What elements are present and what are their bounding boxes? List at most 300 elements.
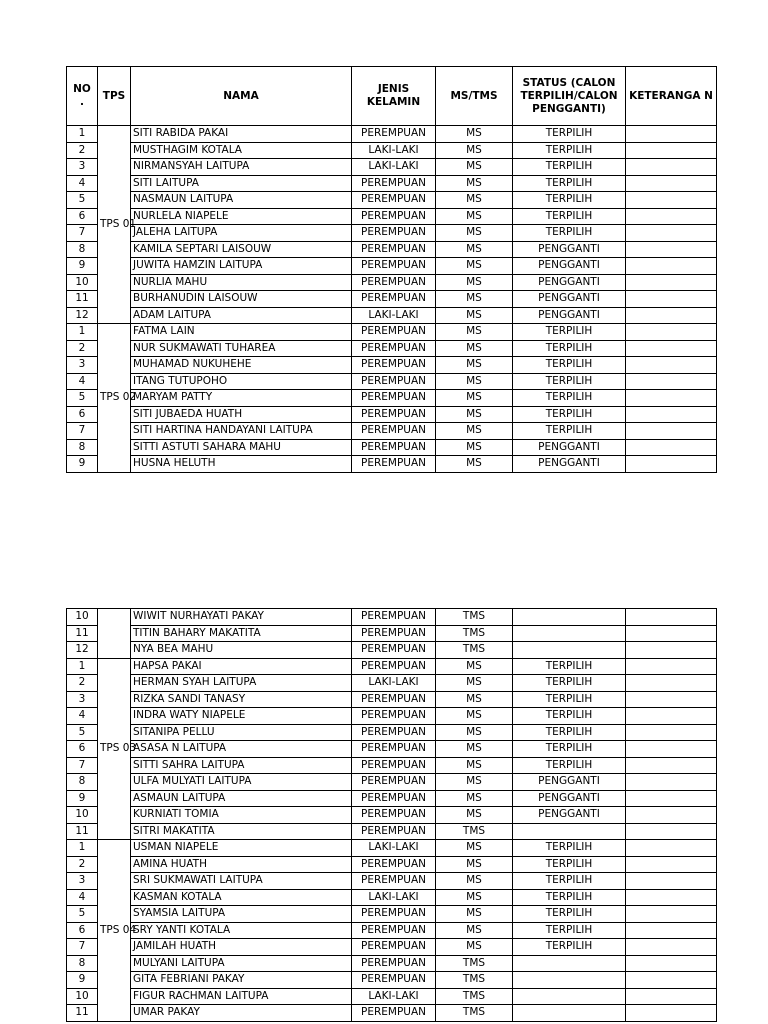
table-row — [67, 159, 717, 176]
cell-jenis-kelamin: PEREMPUAN — [352, 939, 436, 956]
cell-status — [513, 609, 626, 626]
cell-no: 3 — [67, 691, 98, 708]
cell-keterangan — [626, 324, 717, 341]
cell-ms-tms: MS — [436, 724, 513, 741]
cell-keterangan — [626, 658, 717, 675]
table-row — [67, 406, 717, 423]
cell-jenis-kelamin: PEREMPUAN — [352, 258, 436, 275]
cell-nama: GITA FEBRIANI PAKAY — [131, 972, 352, 989]
candidate-table-page-2 — [66, 608, 717, 1022]
cell-nama: JAMILAH HUATH — [131, 939, 352, 956]
cell-no: 4 — [67, 708, 98, 725]
cell-ms-tms: MS — [436, 291, 513, 308]
cell-jenis-kelamin: PEREMPUAN — [352, 741, 436, 758]
cell-keterangan — [626, 873, 717, 890]
cell-jenis-kelamin: PEREMPUAN — [352, 406, 436, 423]
table-row — [67, 390, 717, 407]
cell-jenis-kelamin: LAKI-LAKI — [352, 159, 436, 176]
cell-ms-tms: TMS — [436, 955, 513, 972]
cell-keterangan — [626, 724, 717, 741]
table-row — [67, 906, 717, 923]
cell-jenis-kelamin: LAKI-LAKI — [352, 142, 436, 159]
cell-jenis-kelamin: PEREMPUAN — [352, 340, 436, 357]
cell-keterangan — [626, 691, 717, 708]
cell-nama: SITI HARTINA HANDAYANI LAITUPA — [131, 423, 352, 440]
cell-no: 4 — [67, 175, 98, 192]
cell-nama: ITANG TUTUPOHO — [131, 373, 352, 390]
cell-status: PENGGANTI — [513, 291, 626, 308]
cell-status — [513, 625, 626, 642]
cell-status: TERPILIH — [513, 708, 626, 725]
cell-ms-tms: MS — [436, 192, 513, 209]
cell-keterangan — [626, 373, 717, 390]
header-jenis-kelamin: JENIS KELAMIN — [352, 67, 436, 126]
table-row — [67, 873, 717, 890]
cell-jenis-kelamin: PEREMPUAN — [352, 439, 436, 456]
cell-status — [513, 955, 626, 972]
cell-ms-tms: MS — [436, 774, 513, 791]
cell-keterangan — [626, 241, 717, 258]
cell-nama: SRI SUKMAWATI LAITUPA — [131, 873, 352, 890]
cell-nama: JALEHA LAITUPA — [131, 225, 352, 242]
cell-no: 1 — [67, 840, 98, 857]
cell-jenis-kelamin: PEREMPUAN — [352, 658, 436, 675]
cell-no: 2 — [67, 856, 98, 873]
cell-nama: SITRI MAKATITA — [131, 823, 352, 840]
cell-status: TERPILIH — [513, 192, 626, 209]
table-row — [67, 724, 717, 741]
cell-no: 5 — [67, 192, 98, 209]
header-no: NO . — [67, 67, 98, 126]
cell-status: TERPILIH — [513, 406, 626, 423]
cell-keterangan — [626, 192, 717, 209]
table-row — [67, 658, 717, 675]
cell-keterangan — [626, 625, 717, 642]
cell-nama: TITIN BAHARY MAKATITA — [131, 625, 352, 642]
cell-no: 2 — [67, 142, 98, 159]
table-row — [67, 955, 717, 972]
cell-status: TERPILIH — [513, 840, 626, 857]
cell-no: 5 — [67, 724, 98, 741]
cell-jenis-kelamin: PEREMPUAN — [352, 757, 436, 774]
cell-status: PENGGANTI — [513, 790, 626, 807]
cell-nama: NYA BEA MAHU — [131, 642, 352, 659]
cell-tps-group: TPS 04 — [98, 840, 131, 1022]
cell-status: TERPILIH — [513, 724, 626, 741]
cell-status: TERPILIH — [513, 373, 626, 390]
cell-no: 9 — [67, 456, 98, 473]
cell-no: 11 — [67, 1005, 98, 1022]
cell-jenis-kelamin: PEREMPUAN — [352, 955, 436, 972]
cell-status: PENGGANTI — [513, 307, 626, 324]
cell-keterangan — [626, 939, 717, 956]
cell-ms-tms: MS — [436, 873, 513, 890]
cell-keterangan — [626, 225, 717, 242]
cell-ms-tms: MS — [436, 142, 513, 159]
cell-jenis-kelamin: PEREMPUAN — [352, 708, 436, 725]
cell-status: TERPILIH — [513, 889, 626, 906]
cell-jenis-kelamin: PEREMPUAN — [352, 609, 436, 626]
cell-keterangan — [626, 609, 717, 626]
cell-jenis-kelamin: PEREMPUAN — [352, 922, 436, 939]
cell-no: 8 — [67, 439, 98, 456]
cell-status: TERPILIH — [513, 225, 626, 242]
cell-no: 2 — [67, 675, 98, 692]
cell-ms-tms: MS — [436, 708, 513, 725]
cell-keterangan — [626, 955, 717, 972]
table-row — [67, 856, 717, 873]
cell-status: TERPILIH — [513, 691, 626, 708]
cell-nama: ASASA N LAITUPA — [131, 741, 352, 758]
cell-keterangan — [626, 675, 717, 692]
cell-no: 11 — [67, 291, 98, 308]
cell-keterangan — [626, 390, 717, 407]
cell-keterangan — [626, 291, 717, 308]
cell-no: 3 — [67, 357, 98, 374]
cell-no: 8 — [67, 955, 98, 972]
cell-jenis-kelamin: PEREMPUAN — [352, 423, 436, 440]
cell-keterangan — [626, 456, 717, 473]
cell-status: PENGGANTI — [513, 258, 626, 275]
cell-nama: ADAM LAITUPA — [131, 307, 352, 324]
cell-ms-tms: MS — [436, 741, 513, 758]
table-row — [67, 972, 717, 989]
cell-ms-tms: MS — [436, 307, 513, 324]
cell-ms-tms: MS — [436, 807, 513, 824]
cell-nama: NURLELA NIAPELE — [131, 208, 352, 225]
cell-ms-tms: MS — [436, 126, 513, 143]
cell-ms-tms: MS — [436, 208, 513, 225]
cell-ms-tms: MS — [436, 175, 513, 192]
cell-keterangan — [626, 889, 717, 906]
cell-no: 7 — [67, 423, 98, 440]
cell-jenis-kelamin: PEREMPUAN — [352, 642, 436, 659]
cell-status: PENGGANTI — [513, 807, 626, 824]
cell-no: 12 — [67, 642, 98, 659]
cell-nama: BURHANUDIN LAISOUW — [131, 291, 352, 308]
cell-status — [513, 642, 626, 659]
cell-no: 2 — [67, 340, 98, 357]
cell-no: 11 — [67, 625, 98, 642]
cell-status: TERPILIH — [513, 126, 626, 143]
cell-jenis-kelamin: PEREMPUAN — [352, 724, 436, 741]
table-row — [67, 357, 717, 374]
header-ms-tms: MS/TMS — [436, 67, 513, 126]
cell-nama: FATMA LAIN — [131, 324, 352, 341]
cell-ms-tms: MS — [436, 889, 513, 906]
cell-tps-group: TPS 01 — [98, 126, 131, 324]
cell-ms-tms: MS — [436, 274, 513, 291]
cell-status: TERPILIH — [513, 741, 626, 758]
cell-status: TERPILIH — [513, 340, 626, 357]
table-row — [67, 241, 717, 258]
cell-ms-tms: TMS — [436, 609, 513, 626]
cell-nama: KAMILA SEPTARI LAISOUW — [131, 241, 352, 258]
cell-no: 5 — [67, 390, 98, 407]
cell-keterangan — [626, 406, 717, 423]
cell-ms-tms: MS — [436, 241, 513, 258]
cell-ms-tms: MS — [436, 373, 513, 390]
cell-ms-tms: MS — [436, 439, 513, 456]
cell-keterangan — [626, 922, 717, 939]
table-row — [67, 922, 717, 939]
cell-jenis-kelamin: LAKI-LAKI — [352, 307, 436, 324]
cell-nama: SITI LAITUPA — [131, 175, 352, 192]
cell-status: TERPILIH — [513, 159, 626, 176]
cell-no: 9 — [67, 972, 98, 989]
cell-no: 3 — [67, 873, 98, 890]
cell-status: TERPILIH — [513, 757, 626, 774]
table-row — [67, 340, 717, 357]
table-row — [67, 324, 717, 341]
cell-nama: JUWITA HAMZIN LAITUPA — [131, 258, 352, 275]
table-row — [67, 373, 717, 390]
cell-status: TERPILIH — [513, 142, 626, 159]
table-row — [67, 456, 717, 473]
cell-ms-tms: MS — [436, 159, 513, 176]
cell-keterangan — [626, 988, 717, 1005]
cell-jenis-kelamin: PEREMPUAN — [352, 208, 436, 225]
table-row — [67, 840, 717, 857]
cell-status: PENGGANTI — [513, 439, 626, 456]
cell-nama: SITTI ASTUTI SAHARA MAHU — [131, 439, 352, 456]
cell-no: 10 — [67, 274, 98, 291]
cell-keterangan — [626, 757, 717, 774]
cell-ms-tms: TMS — [436, 823, 513, 840]
cell-status: TERPILIH — [513, 675, 626, 692]
cell-keterangan — [626, 357, 717, 374]
cell-keterangan — [626, 274, 717, 291]
table-row — [67, 988, 717, 1005]
table-row — [67, 208, 717, 225]
cell-status: TERPILIH — [513, 856, 626, 873]
cell-no: 3 — [67, 159, 98, 176]
cell-keterangan — [626, 159, 717, 176]
candidate-table-page-1 — [66, 66, 717, 473]
cell-status — [513, 823, 626, 840]
cell-jenis-kelamin: LAKI-LAKI — [352, 840, 436, 857]
cell-tps-group — [98, 609, 131, 659]
cell-status: TERPILIH — [513, 390, 626, 407]
cell-ms-tms: MS — [436, 658, 513, 675]
table-body — [67, 126, 717, 473]
cell-keterangan — [626, 807, 717, 824]
table-row — [67, 889, 717, 906]
cell-keterangan — [626, 708, 717, 725]
cell-status: PENGGANTI — [513, 274, 626, 291]
cell-no: 5 — [67, 906, 98, 923]
cell-nama: AMINA HUATH — [131, 856, 352, 873]
table-row — [67, 823, 717, 840]
cell-keterangan — [626, 823, 717, 840]
table-row — [67, 142, 717, 159]
cell-no: 10 — [67, 807, 98, 824]
cell-jenis-kelamin: PEREMPUAN — [352, 390, 436, 407]
cell-keterangan — [626, 774, 717, 791]
cell-jenis-kelamin: PEREMPUAN — [352, 357, 436, 374]
cell-ms-tms: TMS — [436, 972, 513, 989]
cell-ms-tms: MS — [436, 340, 513, 357]
cell-nama: SRY YANTI KOTALA — [131, 922, 352, 939]
cell-jenis-kelamin: PEREMPUAN — [352, 456, 436, 473]
cell-jenis-kelamin: LAKI-LAKI — [352, 675, 436, 692]
cell-nama: ULFA MULYATI LAITUPA — [131, 774, 352, 791]
cell-keterangan — [626, 741, 717, 758]
cell-keterangan — [626, 972, 717, 989]
cell-jenis-kelamin: PEREMPUAN — [352, 1005, 436, 1022]
cell-keterangan — [626, 208, 717, 225]
cell-nama: WIWIT NURHAYATI PAKAY — [131, 609, 352, 626]
cell-keterangan — [626, 175, 717, 192]
cell-nama: MUHAMAD NUKUHEHE — [131, 357, 352, 374]
cell-jenis-kelamin: PEREMPUAN — [352, 126, 436, 143]
cell-status: TERPILIH — [513, 658, 626, 675]
cell-ms-tms: MS — [436, 423, 513, 440]
cell-no: 1 — [67, 324, 98, 341]
table-row — [67, 609, 717, 626]
cell-ms-tms: MS — [436, 456, 513, 473]
cell-keterangan — [626, 423, 717, 440]
cell-status: TERPILIH — [513, 208, 626, 225]
table-row — [67, 258, 717, 275]
cell-status: TERPILIH — [513, 906, 626, 923]
cell-nama: FIGUR RACHMAN LAITUPA — [131, 988, 352, 1005]
cell-keterangan — [626, 258, 717, 275]
table-row — [67, 625, 717, 642]
table-row — [67, 225, 717, 242]
table-row — [67, 757, 717, 774]
cell-nama: KURNIATI TOMIA — [131, 807, 352, 824]
cell-ms-tms: MS — [436, 675, 513, 692]
header-status: STATUS (CALON TERPILIH/CALON PENGGANTI) — [513, 67, 626, 126]
cell-keterangan — [626, 790, 717, 807]
table-row — [67, 291, 717, 308]
cell-status: PENGGANTI — [513, 241, 626, 258]
cell-nama: SITI RABIDA PAKAI — [131, 126, 352, 143]
table-row — [67, 741, 717, 758]
cell-ms-tms: TMS — [436, 988, 513, 1005]
cell-nama: ASMAUN LAITUPA — [131, 790, 352, 807]
cell-jenis-kelamin: PEREMPUAN — [352, 972, 436, 989]
cell-status: TERPILIH — [513, 873, 626, 890]
cell-tps-group: TPS 02 — [98, 324, 131, 473]
cell-nama: SITANIPA PELLU — [131, 724, 352, 741]
cell-jenis-kelamin: PEREMPUAN — [352, 691, 436, 708]
cell-no: 1 — [67, 658, 98, 675]
cell-no: 10 — [67, 988, 98, 1005]
cell-jenis-kelamin: PEREMPUAN — [352, 790, 436, 807]
cell-status: PENGGANTI — [513, 774, 626, 791]
cell-nama: MULYANI LAITUPA — [131, 955, 352, 972]
table-header-row — [67, 67, 717, 126]
cell-no: 7 — [67, 939, 98, 956]
table-row — [67, 307, 717, 324]
cell-no: 1 — [67, 126, 98, 143]
cell-keterangan — [626, 642, 717, 659]
cell-jenis-kelamin: PEREMPUAN — [352, 873, 436, 890]
cell-jenis-kelamin: PEREMPUAN — [352, 274, 436, 291]
cell-no: 11 — [67, 823, 98, 840]
table-row — [67, 274, 717, 291]
cell-ms-tms: MS — [436, 357, 513, 374]
cell-jenis-kelamin: PEREMPUAN — [352, 856, 436, 873]
cell-ms-tms: MS — [436, 856, 513, 873]
table-row — [67, 1005, 717, 1022]
cell-no: 6 — [67, 741, 98, 758]
cell-ms-tms: MS — [436, 840, 513, 857]
cell-keterangan — [626, 856, 717, 873]
cell-nama: MARYAM PATTY — [131, 390, 352, 407]
cell-ms-tms: MS — [436, 324, 513, 341]
cell-keterangan — [626, 142, 717, 159]
cell-ms-tms: TMS — [436, 642, 513, 659]
cell-status: TERPILIH — [513, 324, 626, 341]
cell-nama: NURLIA MAHU — [131, 274, 352, 291]
cell-nama: USMAN NIAPELE — [131, 840, 352, 857]
cell-ms-tms: MS — [436, 757, 513, 774]
table-row — [67, 939, 717, 956]
header-nama: NAMA — [131, 67, 352, 126]
cell-status — [513, 972, 626, 989]
cell-nama: NUR SUKMAWATI TUHAREA — [131, 340, 352, 357]
cell-ms-tms: MS — [436, 225, 513, 242]
table-row — [67, 790, 717, 807]
cell-ms-tms: TMS — [436, 625, 513, 642]
cell-nama: HUSNA HELUTH — [131, 456, 352, 473]
table-row — [67, 675, 717, 692]
cell-no: 6 — [67, 208, 98, 225]
cell-ms-tms: MS — [436, 790, 513, 807]
cell-status: PENGGANTI — [513, 456, 626, 473]
cell-jenis-kelamin: LAKI-LAKI — [352, 988, 436, 1005]
cell-jenis-kelamin: PEREMPUAN — [352, 225, 436, 242]
cell-no: 8 — [67, 241, 98, 258]
cell-keterangan — [626, 307, 717, 324]
cell-jenis-kelamin: LAKI-LAKI — [352, 889, 436, 906]
cell-keterangan — [626, 1005, 717, 1022]
table-row — [67, 774, 717, 791]
table-row — [67, 708, 717, 725]
cell-jenis-kelamin: PEREMPUAN — [352, 807, 436, 824]
cell-status — [513, 988, 626, 1005]
cell-no: 4 — [67, 373, 98, 390]
cell-no: 7 — [67, 225, 98, 242]
cell-keterangan — [626, 439, 717, 456]
cell-nama: UMAR PAKAY — [131, 1005, 352, 1022]
table-row — [67, 423, 717, 440]
cell-keterangan — [626, 840, 717, 857]
header-tps: TPS — [98, 67, 131, 126]
header-keterangan: KETERANGA N — [626, 67, 717, 126]
table-row — [67, 175, 717, 192]
cell-jenis-kelamin: PEREMPUAN — [352, 175, 436, 192]
cell-status: TERPILIH — [513, 922, 626, 939]
cell-no: 10 — [67, 609, 98, 626]
cell-nama: HERMAN SYAH LAITUPA — [131, 675, 352, 692]
cell-no: 6 — [67, 922, 98, 939]
cell-nama: RIZKA SANDI TANASY — [131, 691, 352, 708]
cell-jenis-kelamin: PEREMPUAN — [352, 241, 436, 258]
cell-ms-tms: MS — [436, 922, 513, 939]
cell-jenis-kelamin: PEREMPUAN — [352, 324, 436, 341]
table-row — [67, 439, 717, 456]
cell-no: 7 — [67, 757, 98, 774]
cell-no: 6 — [67, 406, 98, 423]
cell-ms-tms: MS — [436, 390, 513, 407]
cell-keterangan — [626, 340, 717, 357]
table-row — [67, 642, 717, 659]
cell-ms-tms: MS — [436, 691, 513, 708]
